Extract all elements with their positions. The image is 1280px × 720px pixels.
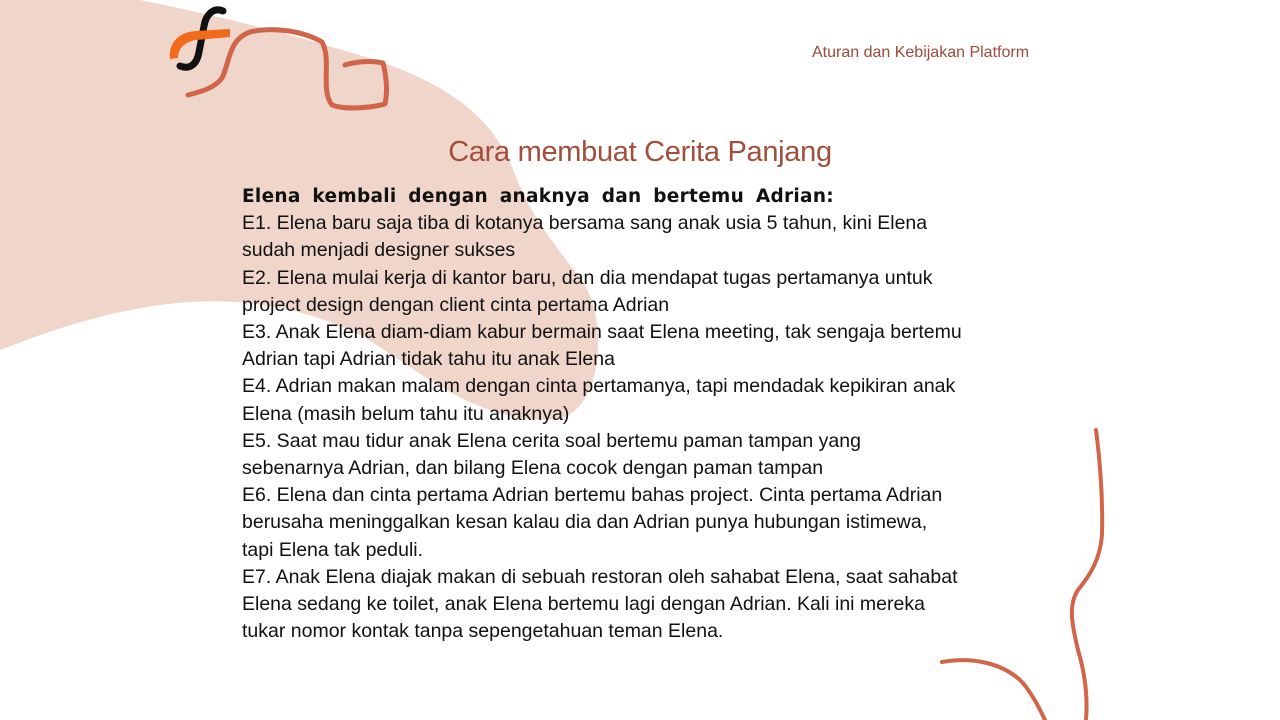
- story-item-e6: E6. Elena dan cinta pertama Adrian bertemu bahas project. Cinta pertama Adrian berusaha meninggalkan kesan kalau dia dan Adrian punya hubungan istimewa, tapi Elena tak peduli.: [242, 484, 943, 561]
- story-item-e7: E7. Anak Elena diajak makan di sebuah restoran oleh sahabat Elena, saat sahabat Elena sedang ke toilet, anak Elena bertemu lagi dengan Adrian. Kali ini mereka tukar nomor kontak tanpa sepengetahuan teman Elena.: [242, 565, 958, 643]
- story-item-e3: E3. Anak Elena diam-diam kabur bermain saat Elena meeting, tak sengaja bertemu Adrian tapi Adrian tidak tahu itu anak Elena: [242, 321, 962, 371]
- story-outline: [242, 183, 962, 645]
- story-item-e1: E1. Elena baru saja tiba di kotanya bersama sang anak usia 5 tahun, kini Elena sudah menjadi designer sukses: [242, 212, 928, 262]
- page-title: Cara membuat Cerita Panjang: [448, 136, 832, 168]
- story-item-e2: E2. Elena mulai kerja di kantor baru, dan dia mendapat tugas pertamanya untuk project design dengan client cinta pertama Adrian: [242, 266, 933, 316]
- platform-policy-label: Aturan dan Kebijakan Platform: [812, 44, 1030, 61]
- story-subheading: Elena kembali dengan anaknya dan bertemu Adrian:: [242, 186, 835, 207]
- curve-line-bottom: [942, 660, 1045, 720]
- brand-logo-icon: [166, 4, 236, 76]
- squiggle-line-bottom-right: [1072, 430, 1102, 720]
- story-item-e5: E5. Saat mau tidur anak Elena cerita soal bertemu paman tampan yang sebenarnya Adrian, dan bilang Elena cocok dengan paman tampan: [242, 429, 861, 480]
- story-item-e4: E4. Adrian makan malam dengan cinta pertamanya, tapi mendadak kepikiran anak Elena (masih belum tahu itu anaknya): [242, 375, 956, 425]
